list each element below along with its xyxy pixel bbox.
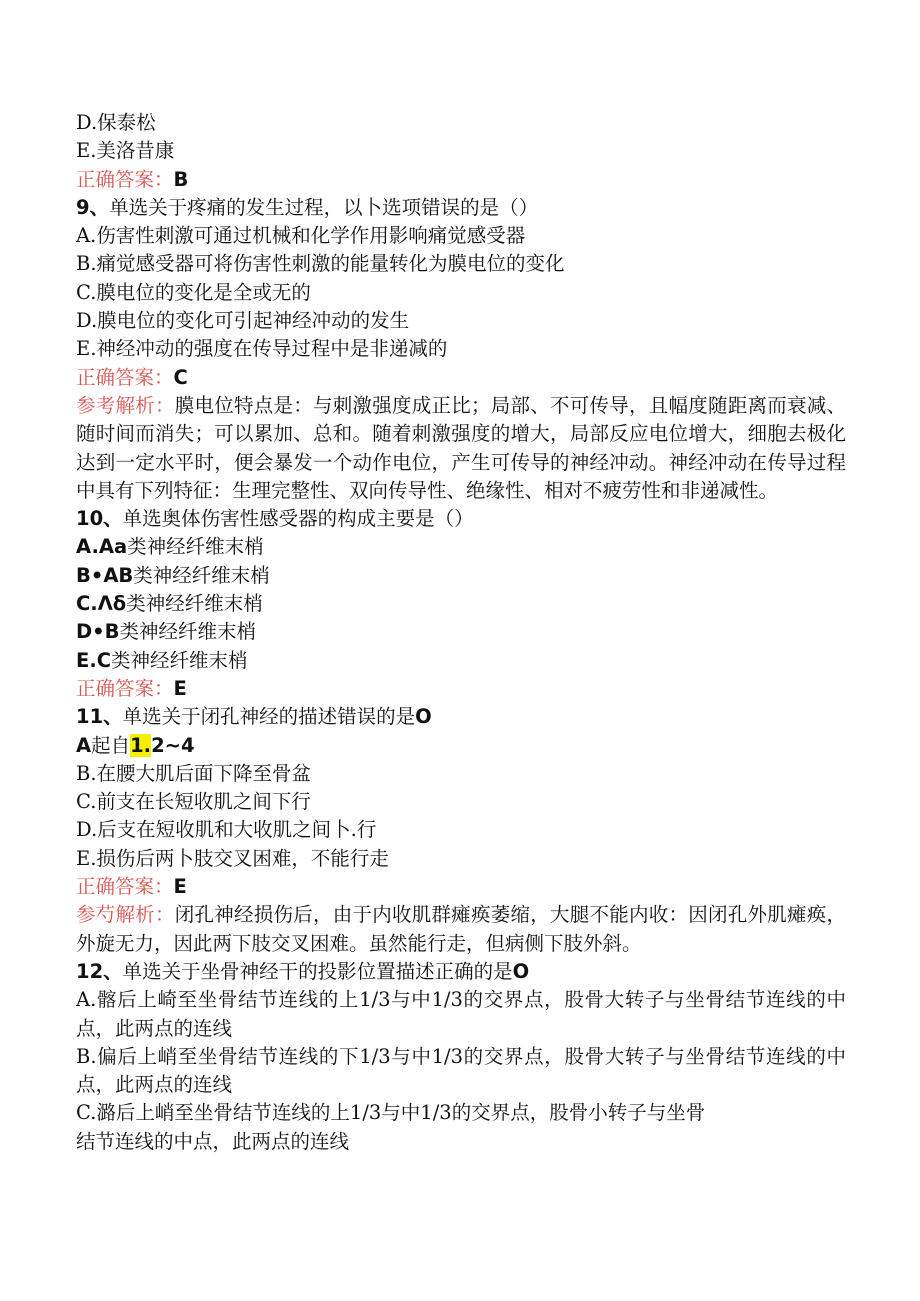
option-e-q11: E.损伤后两卜肢交叉困难，不能行走: [76, 846, 389, 870]
answer-q9: [76, 364, 846, 392]
answer-q10: [76, 675, 846, 703]
answer-label: 正确答案：: [76, 875, 174, 899]
answer-q11: [76, 873, 846, 901]
question-text: 单选奥体伤害性感受器的构成主要是（）: [122, 507, 474, 531]
answer-label: 正确答案：: [76, 365, 174, 389]
option-a-q11: [76, 732, 846, 760]
option-text: 类神经纤维末梢: [111, 648, 248, 672]
option-text: 类神经纤维末梢: [133, 563, 270, 587]
option-key: D•B: [76, 620, 120, 644]
option-c-q10: [76, 590, 846, 618]
question-number: 12、: [76, 959, 123, 983]
question-tail: O: [512, 959, 530, 983]
option-c-q12-line2: 结节连线的中点，此两点的连线: [76, 1129, 350, 1153]
option-key: A: [76, 733, 92, 757]
option-d-q8: D.保泰松: [76, 111, 156, 134]
option-text: 类神经纤维末梢: [119, 620, 257, 644]
option-e-q8: E.美洛昔康: [76, 139, 175, 163]
question-12: [76, 958, 846, 986]
option-e-q10: [76, 647, 846, 675]
option-c-q12-line1: C.潞后上峭至坐骨结节连线的上1/3与中1/3的交界点，股骨小转子与坐骨: [76, 1101, 706, 1125]
explanation-label: 参考解析：: [76, 393, 175, 417]
option-c-q11: C.前支在长短收肌之间下行: [76, 790, 311, 814]
question-number: 11、: [76, 705, 123, 729]
option-a-q10: [76, 533, 846, 561]
answer-value: B: [173, 167, 189, 191]
option-b-q10: [76, 562, 846, 590]
option-text: 起自: [91, 733, 131, 757]
option-c-q9: C.膜电位的变化是全或无的: [76, 280, 311, 304]
answer-label: 正确答案：: [76, 676, 174, 700]
question-11: [76, 703, 846, 731]
option-a-q12: A.髂后上崎至坐骨结节连线的上1/3与中1/3的交界点，股骨大转子与坐骨结节连线的中点，此两点的连线: [76, 988, 846, 1040]
question-number: 9、: [76, 195, 110, 219]
option-b-q11: B.在腰大肌后面下降至骨盆: [76, 761, 312, 785]
option-b-q9: B.痛觉感受器可将伤害性刺激的能量转化为膜电位的变化: [76, 252, 565, 276]
option-d-q11: D.后支在短收肌和大收肌之间卜.行: [76, 818, 377, 842]
explanation-q11: [76, 901, 846, 958]
explanation-text: 闭孔神经损伤后，由于内收肌群瘫痪萎缩，大腿不能内收：因闭孔外肌瘫痪，外旋无力，因此两下肢交叉困难。虽然能行走，但病侧下肢外斜。: [76, 903, 846, 955]
question-number: 10、: [76, 507, 123, 531]
explanation-label: 参芍解析：: [76, 903, 175, 927]
option-b-q12: B.偏后上峭至坐骨结节连线的下1/3与中1/3的交界点，股骨大转子与坐骨结节连线的中点，此两点的连线: [76, 1044, 846, 1097]
option-a-q9: A.伤害性刺激可通过机械和化学作用影响痛觉感受器: [76, 224, 526, 248]
option-e-q9: E.神经冲动的强度在传导过程中是非递减的: [76, 337, 448, 361]
question-9: [76, 194, 846, 222]
document-page: [76, 109, 846, 1156]
question-text: 单选关于疼痛的发生过程，以卜选项错误的是（）: [109, 195, 539, 219]
question-text: 单选关于闭孔神经的描述错误的是: [122, 705, 416, 729]
option-d-q9: D.膜电位的变化可引起神经冲动的发生: [76, 309, 410, 333]
answer-value: E: [173, 676, 187, 700]
explanation-text: 膜电位特点是：与刺激强度成正比；局部、不可传导，且幅度随距离而衰减、随时间而消失；可以累加、总和。随着刺激强度的增大，局部反应电位增大，细胞去极化达到一定水平时，便会暴发一个动作电位，产生可传导的神经冲动。神经冲动在传导过程中具有下列特征：生理完整性、双向传导性、绝缘性、相对不疲劳性和非递减性。: [76, 393, 846, 502]
question-text: 单选关于坐骨神经干的投影位置描述正确的是: [122, 959, 513, 983]
answer-value: C: [173, 365, 188, 389]
option-key: A.Aa: [76, 535, 128, 559]
option-text: 类神经纤维末梢: [126, 592, 263, 616]
answer-label: 正确答案：: [76, 167, 174, 191]
answer-value: E: [173, 875, 187, 899]
highlighted-text: 1.: [130, 733, 152, 757]
explanation-q9: [76, 392, 846, 505]
option-d-q10: [76, 618, 846, 646]
question-10: [76, 505, 846, 533]
answer-q8: [76, 166, 846, 194]
option-key: B•AB: [76, 563, 134, 587]
option-key: C.Λδ: [76, 592, 127, 616]
option-text: 类神经纤维末梢: [127, 535, 264, 559]
question-tail: O: [415, 705, 432, 729]
option-key: E.C: [76, 648, 112, 672]
option-text-tail: 2~4: [151, 733, 195, 757]
